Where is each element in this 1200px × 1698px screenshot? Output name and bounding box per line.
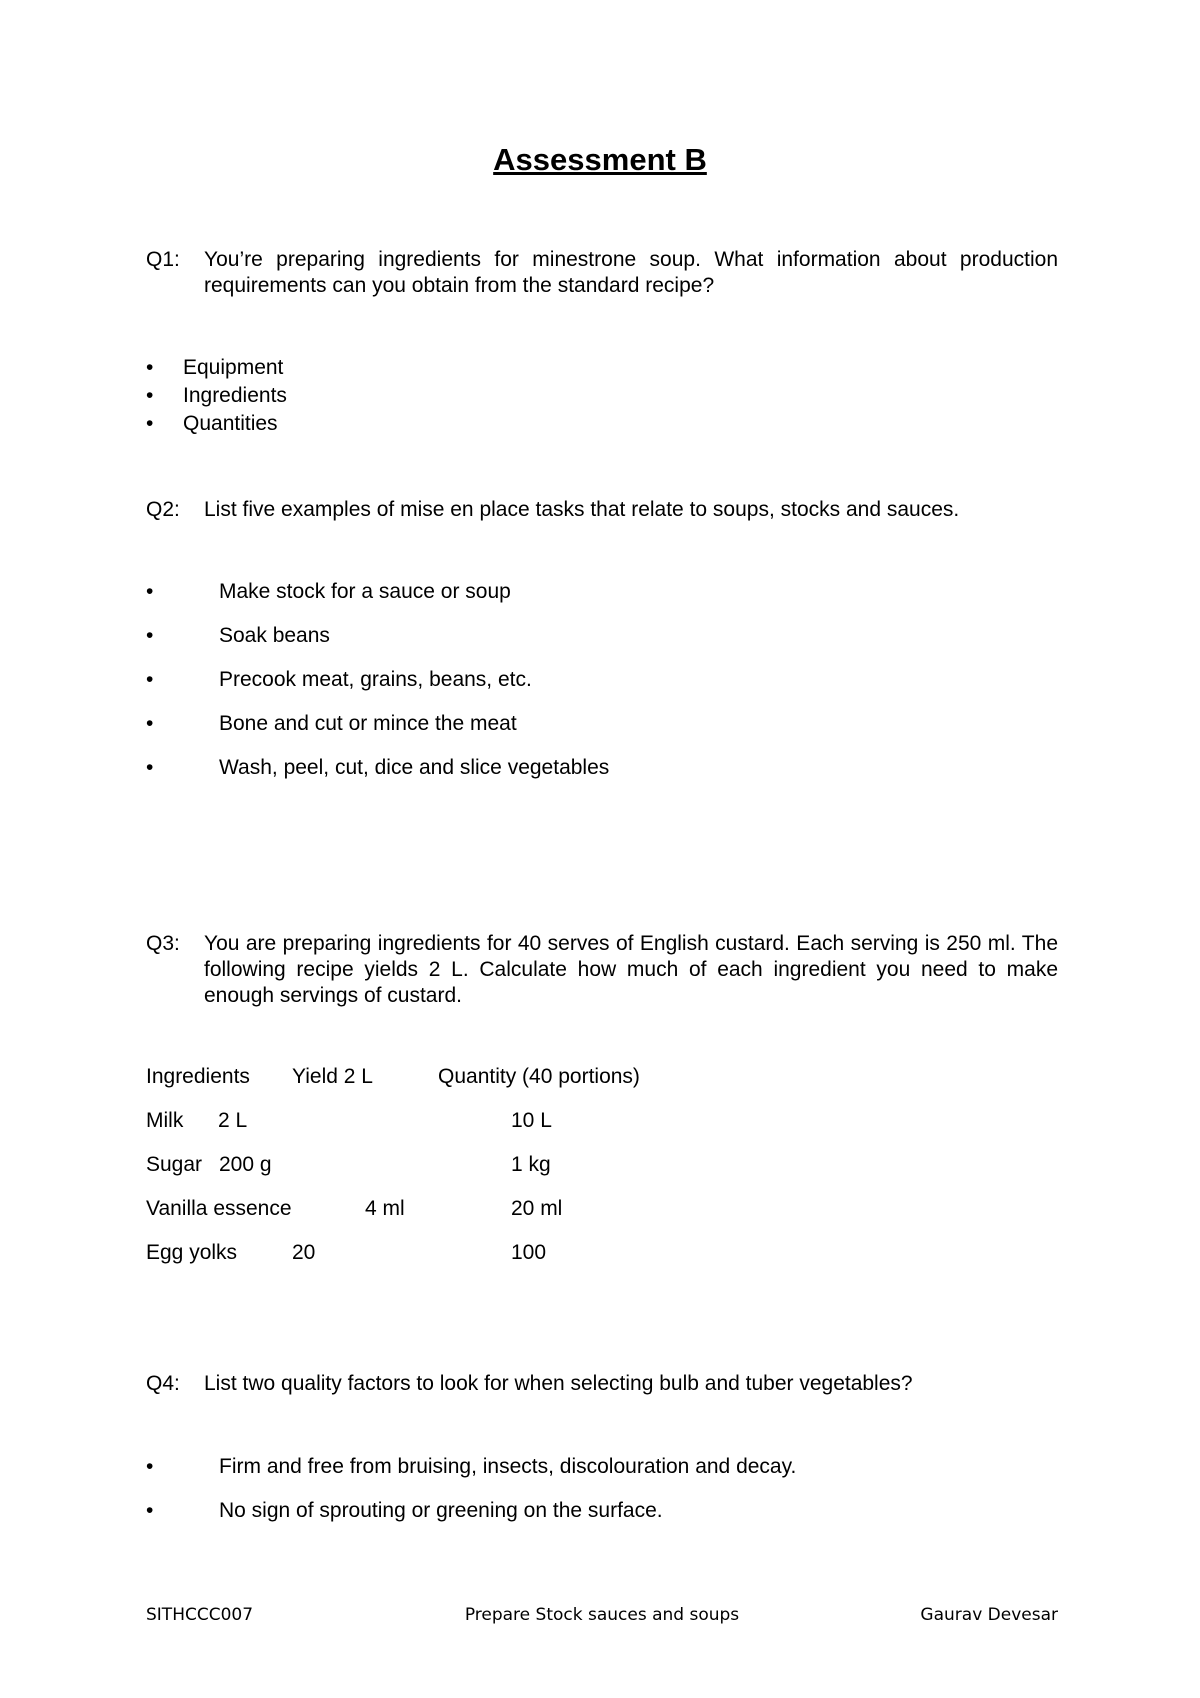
column-header: Ingredients: [146, 1065, 250, 1088]
bullet-icon: •: [146, 412, 154, 435]
table-cell: 200 g: [219, 1153, 272, 1176]
question-2: [146, 497, 1058, 523]
table-cell: 20 ml: [511, 1197, 563, 1220]
answer-list-1: [146, 354, 287, 438]
question-number: Q3:: [146, 932, 180, 955]
list-item: • Bone and cut or mince the meat: [146, 710, 609, 754]
table-cell: 20: [292, 1241, 316, 1264]
table-row: [146, 1151, 846, 1179]
footer-unit-code: SITHCCC007: [146, 1605, 254, 1625]
bullet-icon: •: [146, 756, 154, 779]
column-header: Yield 2 L: [292, 1065, 373, 1088]
question-1: [146, 247, 1058, 299]
question-3: [146, 931, 1058, 1009]
footer-author: Gaurav Devesar: [920, 1605, 1058, 1625]
table-cell: 100: [511, 1241, 547, 1264]
list-item: • Quantities: [146, 410, 287, 438]
question-text: List five examples of mise en place tasks that relate to soups, stocks and sauces.: [204, 498, 960, 521]
bullet-icon: •: [146, 624, 154, 647]
table-row: [146, 1195, 846, 1223]
table-cell: Egg yolks: [146, 1241, 238, 1264]
list-item: • Firm and free from bruising, insects, discolouration and decay.: [146, 1453, 796, 1497]
list-item: • Wash, peel, cut, dice and slice vegetables: [146, 754, 609, 798]
answer-list-4: [146, 1453, 796, 1541]
list-item: • Soak beans: [146, 622, 609, 666]
table-cell: 10 L: [511, 1109, 552, 1132]
answer-list-2: [146, 578, 609, 798]
list-item: • Make stock for a sauce or soup: [146, 578, 609, 622]
footer-unit-title: Prepare Stock sauces and soups: [464, 1605, 740, 1625]
table-row: [146, 1239, 846, 1267]
question-number: Q4:: [146, 1372, 180, 1395]
question-number: Q2:: [146, 498, 180, 521]
column-header: Quantity (40 portions): [438, 1065, 640, 1088]
table-cell: 2 L: [218, 1109, 248, 1132]
table-cell: Milk: [146, 1109, 184, 1132]
bullet-icon: •: [146, 712, 154, 735]
question-text: You’re preparing ingredients for minestrone soup. What information about production requirements can you obtain from the standard recipe?: [204, 248, 1058, 297]
bullet-icon: •: [146, 1499, 154, 1522]
bullet-icon: •: [146, 384, 154, 407]
list-item: • Equipment: [146, 354, 287, 382]
question-4: [146, 1371, 1058, 1397]
table-header: [146, 1063, 846, 1091]
page-title: Assessment B: [493, 142, 707, 177]
table-cell: Vanilla essence: [146, 1197, 292, 1220]
question-number: Q1:: [146, 248, 180, 271]
table-row: [146, 1107, 846, 1135]
page-footer: [146, 1605, 1058, 1631]
bullet-icon: •: [146, 668, 154, 691]
bullet-icon: •: [146, 1455, 154, 1478]
list-item: • No sign of sprouting or greening on the surface.: [146, 1497, 796, 1541]
bullet-icon: •: [146, 580, 154, 603]
question-text: You are preparing ingredients for 40 serves of English custard. Each serving is 250 ml. The following recipe yields 2 L. Calculate how much of each ingredient you need to make enough servings of custard.: [204, 932, 1058, 1007]
table-cell: 4 ml: [365, 1197, 405, 1220]
table-cell: 1 kg: [511, 1153, 551, 1176]
list-item: • Ingredients: [146, 382, 287, 410]
bullet-icon: •: [146, 356, 154, 379]
table-cell: Sugar: [146, 1153, 203, 1176]
list-item: • Precook meat, grains, beans, etc.: [146, 666, 609, 710]
question-text: List two quality factors to look for when selecting bulb and tuber vegetables?: [204, 1372, 913, 1395]
